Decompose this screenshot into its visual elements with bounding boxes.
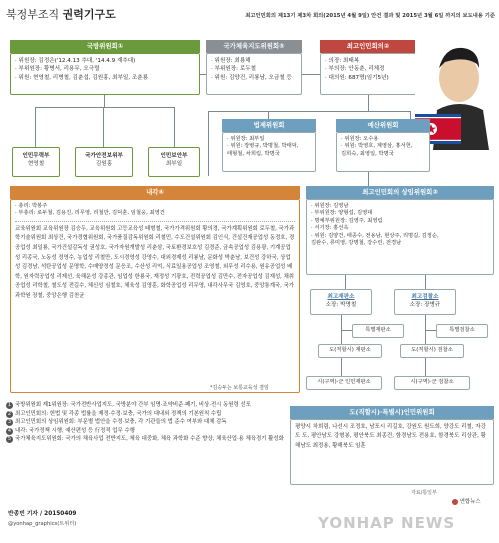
logo-text: 연합뉴스 <box>459 499 481 505</box>
cabinet-line: · 총리: 박봉주 <box>15 203 48 209</box>
spa-line: · 의장: 최태복 <box>325 58 360 64</box>
ndc-box <box>10 53 200 95</box>
presidium-line: · 서기장: 홍선옥 <box>311 225 349 232</box>
sports-line: · 위원장: 최룡해 <box>211 58 251 64</box>
presidium-line: · 위원: 김양건, 태종수, 전용남, 현상주, 리명길, 김정순, <box>311 232 439 239</box>
chain-label: 도(직할시) 검찰소 <box>411 347 453 353</box>
note-text: 국가체육지도위원회: 국가의 체육사업 전반지도, 체육 대중화, 체육 과학화 수준 향상, 체육산업·용 체육경기 활성화 <box>15 436 284 443</box>
budget-line: 김희숙, 최영일, 박명국 <box>341 150 394 157</box>
chain-box <box>318 344 382 358</box>
court-head: 소장: 박명철 <box>325 302 357 309</box>
cabinet-orgs: 교육위원회 교육위원장 김승두, 교육위원회 고등교육성 태형철, 국가가격위원회 황의경, 국가계획위원회 로두철, 국가과학기술위원회 최상건, 국가경협위원회, 국가품질감독위원회 리철민, 수도건설위원회 김인식, 건설건재공업성 동정호, 경공업성 최일룡, 국가건설감독성 권성호, 국가자원개발성 리춘삼, 국토환경보호성 김경준, 금속공업성 김용광, 기계공업성 리종국, 노동성 정영수, 농업성 리철만, 도시경영성 강영수, 대외경제성 리룡남, 문화성 박춘남, 보건성 강하국, 상업성 김경남, 석탄공업성 문명학, 수매양정성 문응조, 수산성 리억, 식료일용공업성 조영철, 외무성 리수용, 원유공업성 배학, 원자력공업성 리제선, 육해운성 강종관, 임업성 한룡국, 재정성 기광호, 전력공업성 김만수, 전자공업성 김재성, 채취공업성 리학철, 철도성 전길수, 체신성 심철호, 체육성 김영훈, 화학공업성 리무영, 내각사무국 김영호, 중앙통계국, 국가과학원 장철, 중앙은행 김천균 <box>15 225 295 299</box>
legal-box <box>222 132 316 172</box>
budget-box <box>336 132 430 172</box>
note-num: 5 <box>7 436 12 443</box>
page-title <box>6 6 116 22</box>
note-text: 국방위원회 제1위원장: 국가전반사업지도, 국방분야 간부 임명·조약비준·폐기, 비상·전시 동원령 선포 <box>15 402 251 408</box>
spa-header: 최고인민회의② <box>320 40 416 53</box>
cabinet-note: *김승두는 보통교육성 겸임 <box>210 385 269 391</box>
ndc-line: · 위원장: 김정은('12.4.13 추대, '14.4.9 재추대) <box>15 58 136 64</box>
note-text: 내각: 국가정책 시행, 예산편성 등 行정적 업무 수행 <box>15 427 135 434</box>
note-item <box>6 401 286 410</box>
logo-icon <box>452 499 458 505</box>
title-bold: 권력기구도 <box>62 8 116 21</box>
legal-line: 태형철, 차희림, 박명국 <box>227 150 280 157</box>
cabinet-header: 내각④ <box>10 186 300 199</box>
chain-box <box>394 376 470 390</box>
presidium-line: 김완수, 류미영, 강명철, 강수린, 전경남 <box>311 240 402 247</box>
ministry-name: 국가안전보위부 <box>85 153 123 159</box>
presidium-line: · 위원장: 김영남 <box>311 203 349 209</box>
chain-box <box>306 376 382 390</box>
budget-line: · 위원장: 오수용 <box>341 136 379 142</box>
note-item <box>6 427 286 436</box>
ndc-header: 국방위원회① <box>10 40 200 53</box>
watermark: YONHAP NEWS <box>318 514 456 532</box>
ministry-box <box>75 147 133 177</box>
note-num: 4 <box>7 427 12 434</box>
spa-line: · 부의장: 안동춘, 리체정 <box>325 66 385 73</box>
chain-box <box>400 344 464 358</box>
budget-line: · 위원: 박영호, 계영삼, 홍서헌, <box>341 143 413 150</box>
note-item <box>6 435 286 444</box>
ministry-box <box>12 147 60 177</box>
chain-label: 도(직할시) 재판소 <box>329 347 371 353</box>
chain-label: 시(구역)·군 인민재판소 <box>317 379 371 385</box>
title-main: 북정부조직 <box>6 8 60 21</box>
spa-box <box>320 53 416 95</box>
chain-box <box>352 324 404 338</box>
legal-header: 법제위원회 <box>222 119 316 132</box>
credit-twitter: @yonhap_graphics(트위터) <box>8 521 77 527</box>
ministry-name: 인민보안부 <box>160 153 188 159</box>
note-text: 최고인민회의 상임위원회: 부문별 법안을 수정·보충, 각 기관들의 법 준수 여부와 대체 감독 <box>15 419 227 426</box>
presidium-line: · 명예부위원장: 김영주, 최영림 <box>311 217 383 224</box>
ministry-box <box>148 147 200 177</box>
spa-line: · 대의원: 687명(임기5년) <box>325 74 389 81</box>
ministry-head: 현영철 <box>27 161 45 168</box>
cabinet-line: · 부총리: 로두철, 김용진, 리무영, 리철만, 김덕훈, 임철웅, 최영건 <box>15 210 165 217</box>
local-box <box>290 419 494 485</box>
court-box <box>310 289 372 315</box>
cabinet-box <box>10 199 300 393</box>
source-note: 자료/통일부 <box>411 490 437 496</box>
ndc-line: · 위원: 현영철, 리병철, 김춘섭, 김원홍, 최부일, 조춘룡 <box>15 74 149 81</box>
presidium-header: 최고인민회의 상임위원회③ <box>306 186 494 199</box>
sports-line: · 위원: 김양건, 리룡남, 오금철 등 <box>211 74 292 81</box>
notes <box>6 401 286 444</box>
subtitle: 최고인민회의 제13기 제3차 회의(2015년 4월 9일) 안건 결과 및 2015년 3월 6일 까지의 보도내용 기준 <box>245 13 495 19</box>
chain-label: 시(구역)·군 검찰소 <box>410 379 454 385</box>
note-num: 3 <box>7 419 12 426</box>
logo <box>452 497 481 505</box>
presidium-box <box>306 199 494 275</box>
local-header: 도(직할시)·특별시)인민위원회 <box>290 406 494 419</box>
ministry-head: 김원홍 <box>95 161 113 168</box>
note-item <box>6 410 286 419</box>
ndc-line: · 부위원장: 황병서, 리용무, 오극렬 <box>15 66 100 73</box>
chain-label: 특별재판소 <box>365 327 391 333</box>
ministry-head: 최부일 <box>165 161 183 168</box>
court-name: 최고재판소 <box>327 294 355 300</box>
presidium-line: · 부위원장: 양형섭, 김영대 <box>311 210 373 217</box>
note-text: 최고인민회의: 헌법 및 각종 법률을 제정·수정·보충, 국가의 대내외 정책의 기본원칙 수립 <box>15 410 222 417</box>
prosecutor-head: 소장: 장병규 <box>409 302 441 309</box>
note-num: 1 <box>7 402 12 408</box>
chain-box <box>436 324 488 338</box>
sports-header: 국가체육지도위원회⑤ <box>206 40 302 53</box>
note-item <box>6 418 286 427</box>
legal-line: · 위원: 장병규, 박명철, 박태덕, <box>227 143 299 150</box>
sports-line: · 부위원장: 로두철 <box>211 66 257 73</box>
local-text: 평양시 차희림, 나선시 조정호, 남포시 리길호, 강원도 원도희, 양강도 리철, 자강도 도, 평안남도 강형봉, 평안북도 최종건, 함경남도 전용호, 함경북도 리상관, 황해남도 최정용, 황해북도 임훈 <box>295 424 486 449</box>
chain-label: 특별검찰소 <box>449 327 475 333</box>
prosecutor-name: 최고검찰소 <box>411 294 439 300</box>
legal-line: · 위원장: 최부일 <box>227 136 265 142</box>
note-num: 2 <box>7 410 12 417</box>
credit-reporter: 반종빈 기자 / 20150409 <box>8 511 77 517</box>
ministry-name: 인민무력부 <box>22 153 50 159</box>
prosecutor-box <box>394 289 456 315</box>
budget-header: 예산위원회 <box>336 119 430 132</box>
sports-box <box>206 53 302 95</box>
